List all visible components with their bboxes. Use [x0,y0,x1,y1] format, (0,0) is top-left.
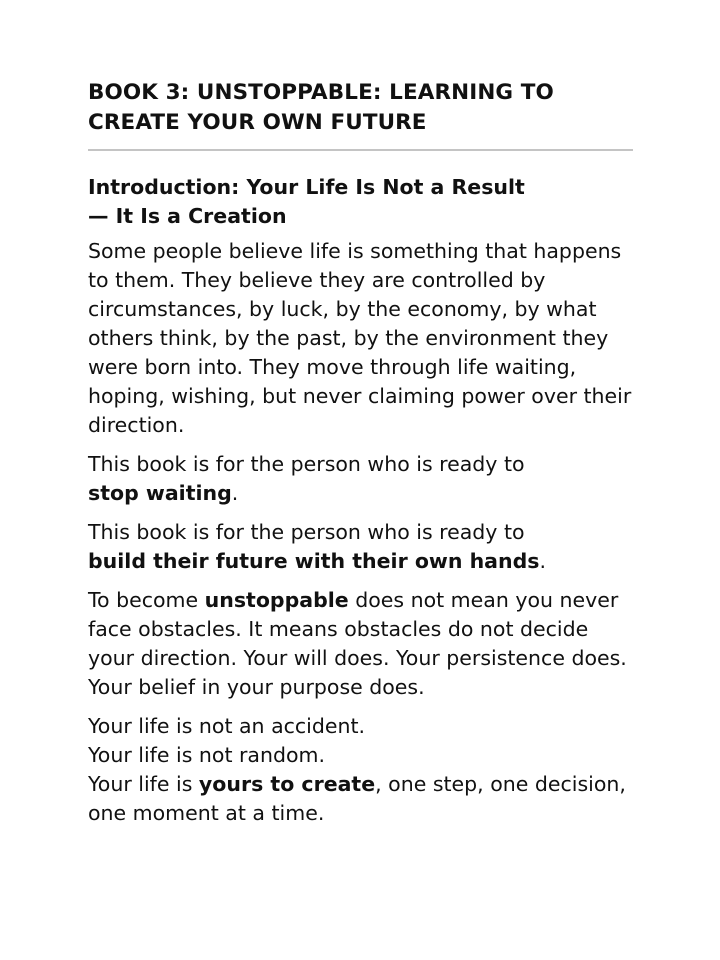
chapter-title [88,173,636,231]
paragraph-intro: Some people believe life is something that happens to them. They believe they are controlled by circumstances, by luck, by the economy, by what others think, by the past, by the environment they were born into. They move through life waiting, hoping, wishing, but never claiming power over their direction. [88,239,632,437]
paragraph-stop-waiting-emphasis: stop waiting [88,481,232,505]
paragraph-build-future-text: This book is for the person who is ready to [88,520,525,544]
paragraph-unstoppable-emphasis: unstoppable [204,588,349,612]
paragraph-unstoppable [88,586,636,702]
your-life-line-3-emphasis: yours to create [198,772,376,796]
book-title [88,78,636,138]
paragraph-your-life [88,712,636,828]
book-title-line-2: CREATE YOUR OWN FUTURE [88,110,427,135]
chapter-title-line-1: Introduction: Your Life Is Not a Result [88,175,525,199]
chapter-title-line-2: — It Is a Creation [88,204,287,228]
paragraph-build-future [88,518,636,576]
book-title-line-1: BOOK 3: UNSTOPPABLE: LEARNING TO [88,80,554,105]
your-life-line-1: Your life is not an accident. [88,714,366,738]
document-page [88,78,636,828]
paragraph-stop-waiting-end: . [231,481,239,505]
paragraph-stop-waiting-text: This book is for the person who is ready to [88,452,525,476]
paragraph-unstoppable-rest: does not mean you never face obstacles. It means obstacles do not decide your direction. Your will does. Your persistence does. Your belief in your purpose does. [88,588,627,699]
paragraph-build-future-end: . [539,549,547,573]
your-life-line-3-rest: , one step, one decision, one moment at a time. [88,772,626,825]
your-life-line-3-text: Your life is [88,772,199,796]
paragraph-unstoppable-text: To become [88,588,205,612]
your-life-line-2: Your life is not random. [88,743,326,767]
paragraph-stop-waiting [88,450,636,508]
paragraph-build-future-emphasis: build their future with their own hands [88,549,540,573]
title-divider [88,149,633,151]
